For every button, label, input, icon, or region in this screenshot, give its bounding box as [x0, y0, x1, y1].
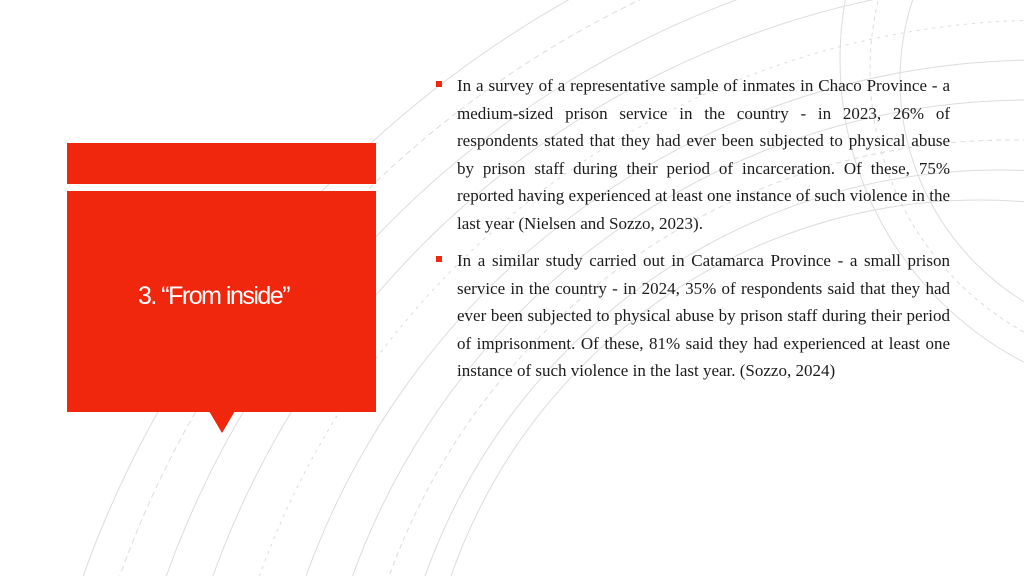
square-bullet-icon — [436, 81, 442, 87]
slide-title: 3. “From inside” — [138, 282, 290, 310]
title-accent-strip — [67, 143, 376, 184]
title-panel-pointer — [209, 411, 235, 433]
bullet-item — [436, 72, 950, 237]
bullet-text: In a similar study carried out in Catamarca Province - a small prison service in the country - in 2024, 35% of respondents said that they had ever been subjected to physical abuse by prison staff during their period of imprisonment. Of these, 81% said they had experienced at least one instance of such violence in the last year. (Sozzo, 2024) — [457, 251, 950, 380]
square-bullet-icon — [436, 256, 442, 262]
bullet-text: In a survey of a representative sample of inmates in Chaco Province - a medium-sized prison service in the country - in 2023, 26% of respondents stated that they had ever been subjected to physical abuse by prison staff during their period of incarceration. Of these, 75% reported having experienced at least one instance of such violence in the last year (Nielsen and Sozzo, 2023). — [457, 76, 950, 233]
bullet-list — [436, 72, 950, 395]
bullet-item — [436, 247, 950, 385]
